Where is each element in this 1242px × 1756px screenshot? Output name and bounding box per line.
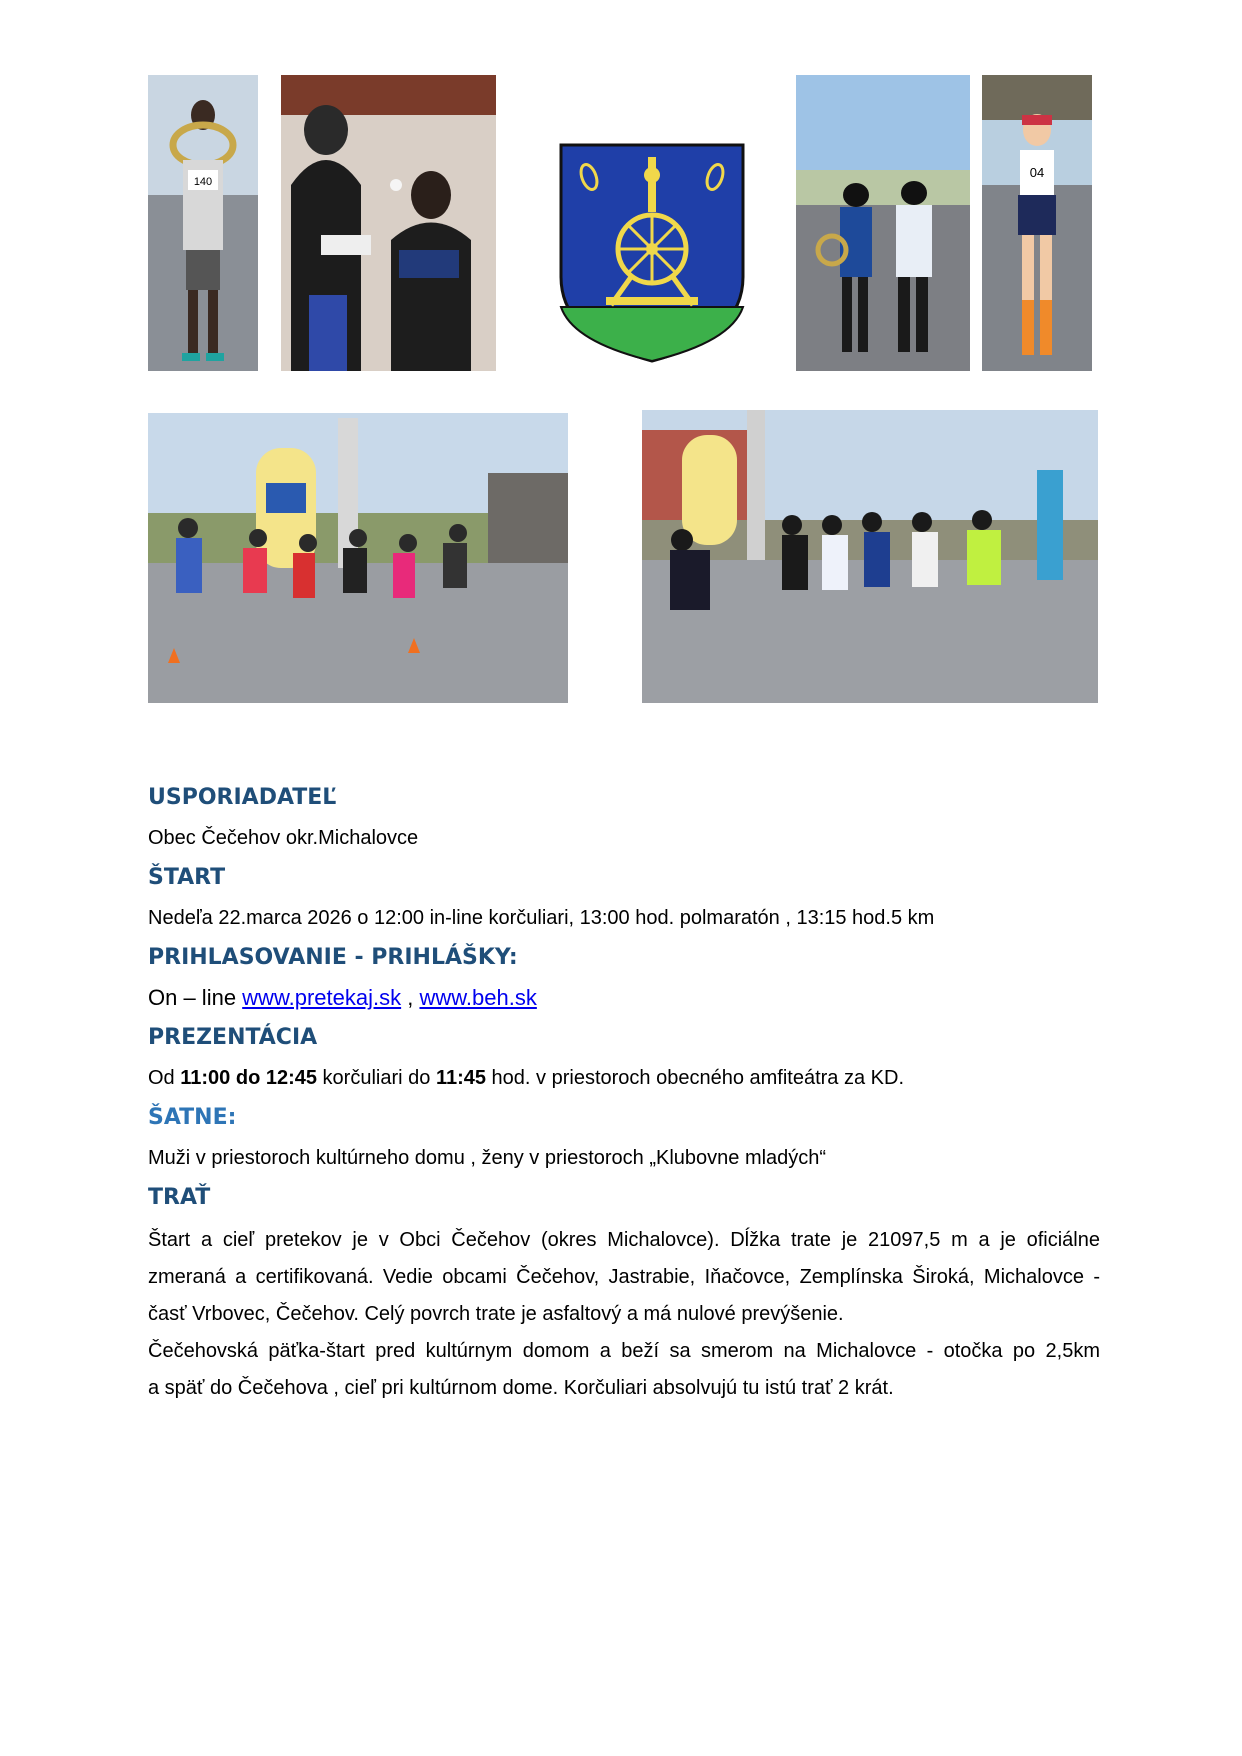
organizer-heading: USPORIADATEĽ bbox=[148, 785, 337, 810]
course-line-5: a späť do Čečehova , cieľ pri kultúrnom dome. Korčuliari absolvujú tu istú trať 2 krát. bbox=[148, 1377, 894, 1399]
presentation-skaters-time: 11:45 bbox=[435, 1067, 486, 1089]
registration-prefix: On – line bbox=[148, 985, 243, 1010]
skater-bib-number: 04 bbox=[1029, 165, 1045, 180]
presentation-t3: hod. v priestoroch obecného amfiteátra za KD. bbox=[486, 1067, 905, 1089]
course-line-3: časť Vrbovec, Čečehov. Celý povrch trate je asfaltový a má nulové prevýšenie. bbox=[148, 1303, 844, 1325]
village-coat-of-arms bbox=[551, 137, 753, 365]
photo-runner-winner bbox=[148, 75, 258, 371]
course-line-2: zmeraná a certifikovaná. Vedie obcami Čečehov, Jastrabie, Iňačovce, Zemplínska Široká, Michalovce - bbox=[148, 1266, 1100, 1288]
photo-female-runner bbox=[982, 75, 1092, 371]
photo-inline-skaters-pair bbox=[796, 75, 970, 371]
start-heading: ŠTART bbox=[148, 865, 226, 890]
presentation-text bbox=[148, 1056, 1100, 1100]
event-info bbox=[148, 780, 1100, 1407]
course-line-4: Čečehovská päťka-štart pred kultúrnym domom a beží sa smerom na Michalovce - otočka po 2,5km bbox=[148, 1340, 1100, 1362]
link-beh[interactable]: www.beh.sk bbox=[419, 985, 537, 1010]
presentation-t1: Od bbox=[148, 1067, 181, 1089]
runner-bib-number: 140 bbox=[193, 176, 213, 188]
photo-inline-skaters-start bbox=[642, 410, 1098, 703]
lockers-heading: ŠATNE: bbox=[148, 1105, 237, 1130]
course-description bbox=[148, 1222, 1100, 1407]
course-heading: TRAŤ bbox=[148, 1185, 211, 1210]
start-text: Nedeľa 22.marca 2026 o 12:00 in-line korčuliari, 13:00 hod. polmaratón , 13:15 hod.5 km bbox=[148, 907, 935, 929]
registration-separator: , bbox=[401, 985, 420, 1010]
presentation-t2: korčuliari do bbox=[317, 1067, 436, 1089]
link-pretekaj[interactable]: www.pretekaj.sk bbox=[242, 985, 402, 1010]
lockers-text: Muži v priestoroch kultúrneho domu , ženy v priestoroch „Klubovne mladých“ bbox=[148, 1147, 827, 1169]
photo-award-ceremony bbox=[281, 75, 496, 371]
organizer-text: Obec Čečehov okr.Michalovce bbox=[148, 827, 419, 849]
registration-heading: PRIHLASOVANIE - PRIHLÁŠKY: bbox=[148, 945, 518, 970]
course-line-1: Štart a cieľ pretekov je v Obci Čečehov (okres Michalovce). Dĺžka trate je 21097,5 m a je oficiálne bbox=[148, 1229, 1100, 1251]
registration-text bbox=[148, 976, 1100, 1020]
photo-half-marathon-start bbox=[148, 413, 568, 703]
presentation-heading: PREZENTÁCIA bbox=[148, 1025, 318, 1050]
presentation-time-range: 11:00 do 12:45 bbox=[180, 1067, 317, 1089]
